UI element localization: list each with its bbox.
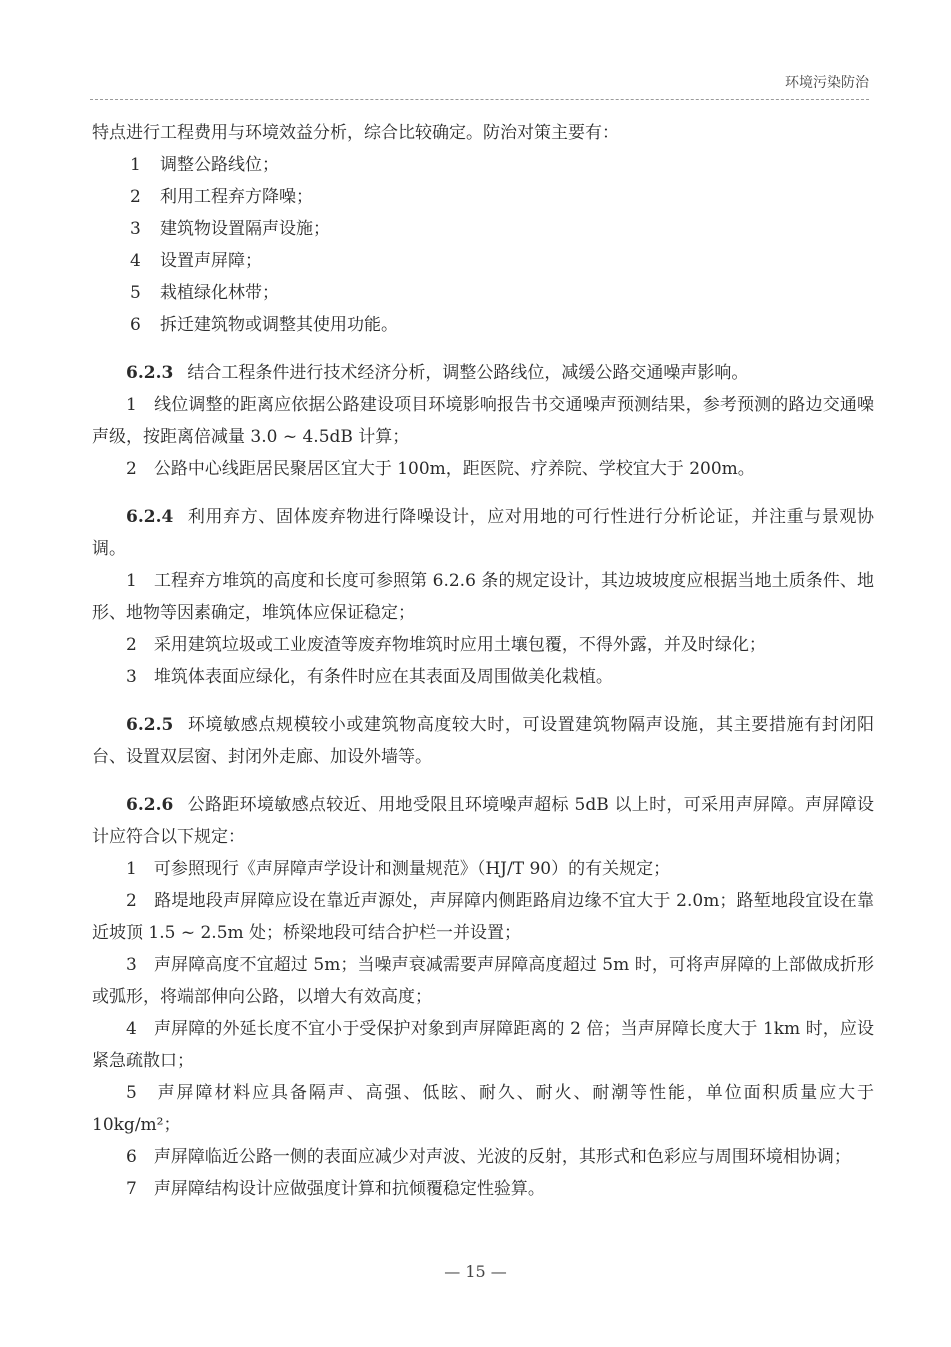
clause-item: 2 采用建筑垃圾或工业废渣等废弃物堆筑时应用土壤包覆，不得外露，并及时绿化； [126, 635, 766, 655]
page-number: — 15 — [444, 1262, 507, 1281]
header-divider [90, 99, 869, 100]
clause-item: 7 声屏障结构设计应做强度计算和抗倾覆稳定性验算。 [126, 1179, 545, 1199]
clause-item: 1 工程弃方堆筑的高度和长度可参照第 6.2.6 条的规定设计，其边坡坡度应根据当地土质条件、地形、地物等因素确定，堆筑体应保证稳定； [92, 571, 875, 623]
clause-item: 2 路堤地段声屏障应设在靠近声源处，声屏障内侧距路肩边缘不宜大于 2.0m；路堑地段宜设在靠近坡顶 1.5 ~ 2.5m 处；桥梁地段可结合护栏一并设置； [92, 891, 874, 943]
clause-item: 6 声屏障临近公路一侧的表面应减少对声波、光波的反射，其形式和色彩应与周围环境相协调； [126, 1147, 851, 1167]
clause-6-2-3 [92, 357, 874, 485]
page-content [92, 117, 874, 1205]
clause-number: 6.2.5 [126, 715, 174, 735]
clause-item: 4 声屏障的外延长度不宜小于受保护对象到声屏障距离的 2 倍；当声屏障长度大于 1km 时，应设紧急疏散口； [92, 1019, 875, 1071]
clause-item: 1 线位调整的距离应依据公路建设项目环境影响报告书交通噪声预测结果，参考预测的路边交通噪声级，按距离倍减量 3.0 ~ 4.5dB 计算； [92, 395, 875, 447]
clause-item: 5 声屏障材料应具备隔声、高强、低眩、耐久、耐火、耐潮等性能，单位面积质量应大于 10kg/m²； [92, 1083, 875, 1135]
list-item: 5 栽植绿化林带； [130, 283, 279, 303]
list-item: 1 调整公路线位； [130, 155, 279, 175]
list-item: 4 设置声屏障； [130, 251, 262, 271]
clause-6-2-5 [92, 709, 874, 773]
clause-number: 6.2.3 [126, 363, 174, 383]
intro-list [92, 149, 874, 341]
clause-6-2-6 [92, 789, 874, 1205]
clause-text: 6.2.5 环境敏感点规模较小或建筑物高度较大时，可设置建筑物隔声设施，其主要措施有封闭阳台、设置双层窗、封闭外走廊、加设外墙等。 [92, 715, 874, 767]
clause-number: 6.2.4 [126, 507, 174, 527]
list-item: 6 拆迁建筑物或调整其使用功能。 [130, 315, 398, 335]
clause-number: 6.2.6 [126, 795, 174, 815]
clause-item: 1 可参照现行《声屏障声学设计和测量规范》（HJ/T 90）的有关规定； [126, 859, 671, 879]
clause-item: 2 公路中心线距居民聚居区宜大于 100m，距医院、疗养院、学校宜大于 200m。 [126, 459, 755, 479]
clause-text: 6.2.3 结合工程条件进行技术经济分析，调整公路线位，减缓公路交通噪声影响。 [126, 363, 749, 383]
running-header: 环境污染防治 [785, 75, 869, 91]
clause-text: 6.2.4 利用弃方、固体废弃物进行降噪设计，应对用地的可行性进行分析论证，并注重与景观协调。 [92, 507, 874, 559]
list-item: 2 利用工程弃方降噪； [130, 187, 313, 207]
clause-item: 3 堆筑体表面应绿化，有条件时应在其表面及周围做美化栽植。 [126, 667, 613, 687]
clause-text: 6.2.6 公路距环境敏感点较近、用地受限且环境噪声超标 5dB 以上时，可采用声屏障。声屏障设计应符合以下规定： [92, 795, 874, 847]
clause-item: 3 声屏障高度不宜超过 5m；当噪声衰减需要声屏障高度超过 5m 时，可将声屏障的上部做成折形或弧形，将端部伸向公路，以增大有效高度； [92, 955, 874, 1007]
intro-text: 特点进行工程费用与环境效益分析，综合比较确定。防治对策主要有： [92, 123, 619, 143]
list-item: 3 建筑物设置隔声设施； [130, 219, 330, 239]
clause-6-2-4 [92, 501, 874, 693]
